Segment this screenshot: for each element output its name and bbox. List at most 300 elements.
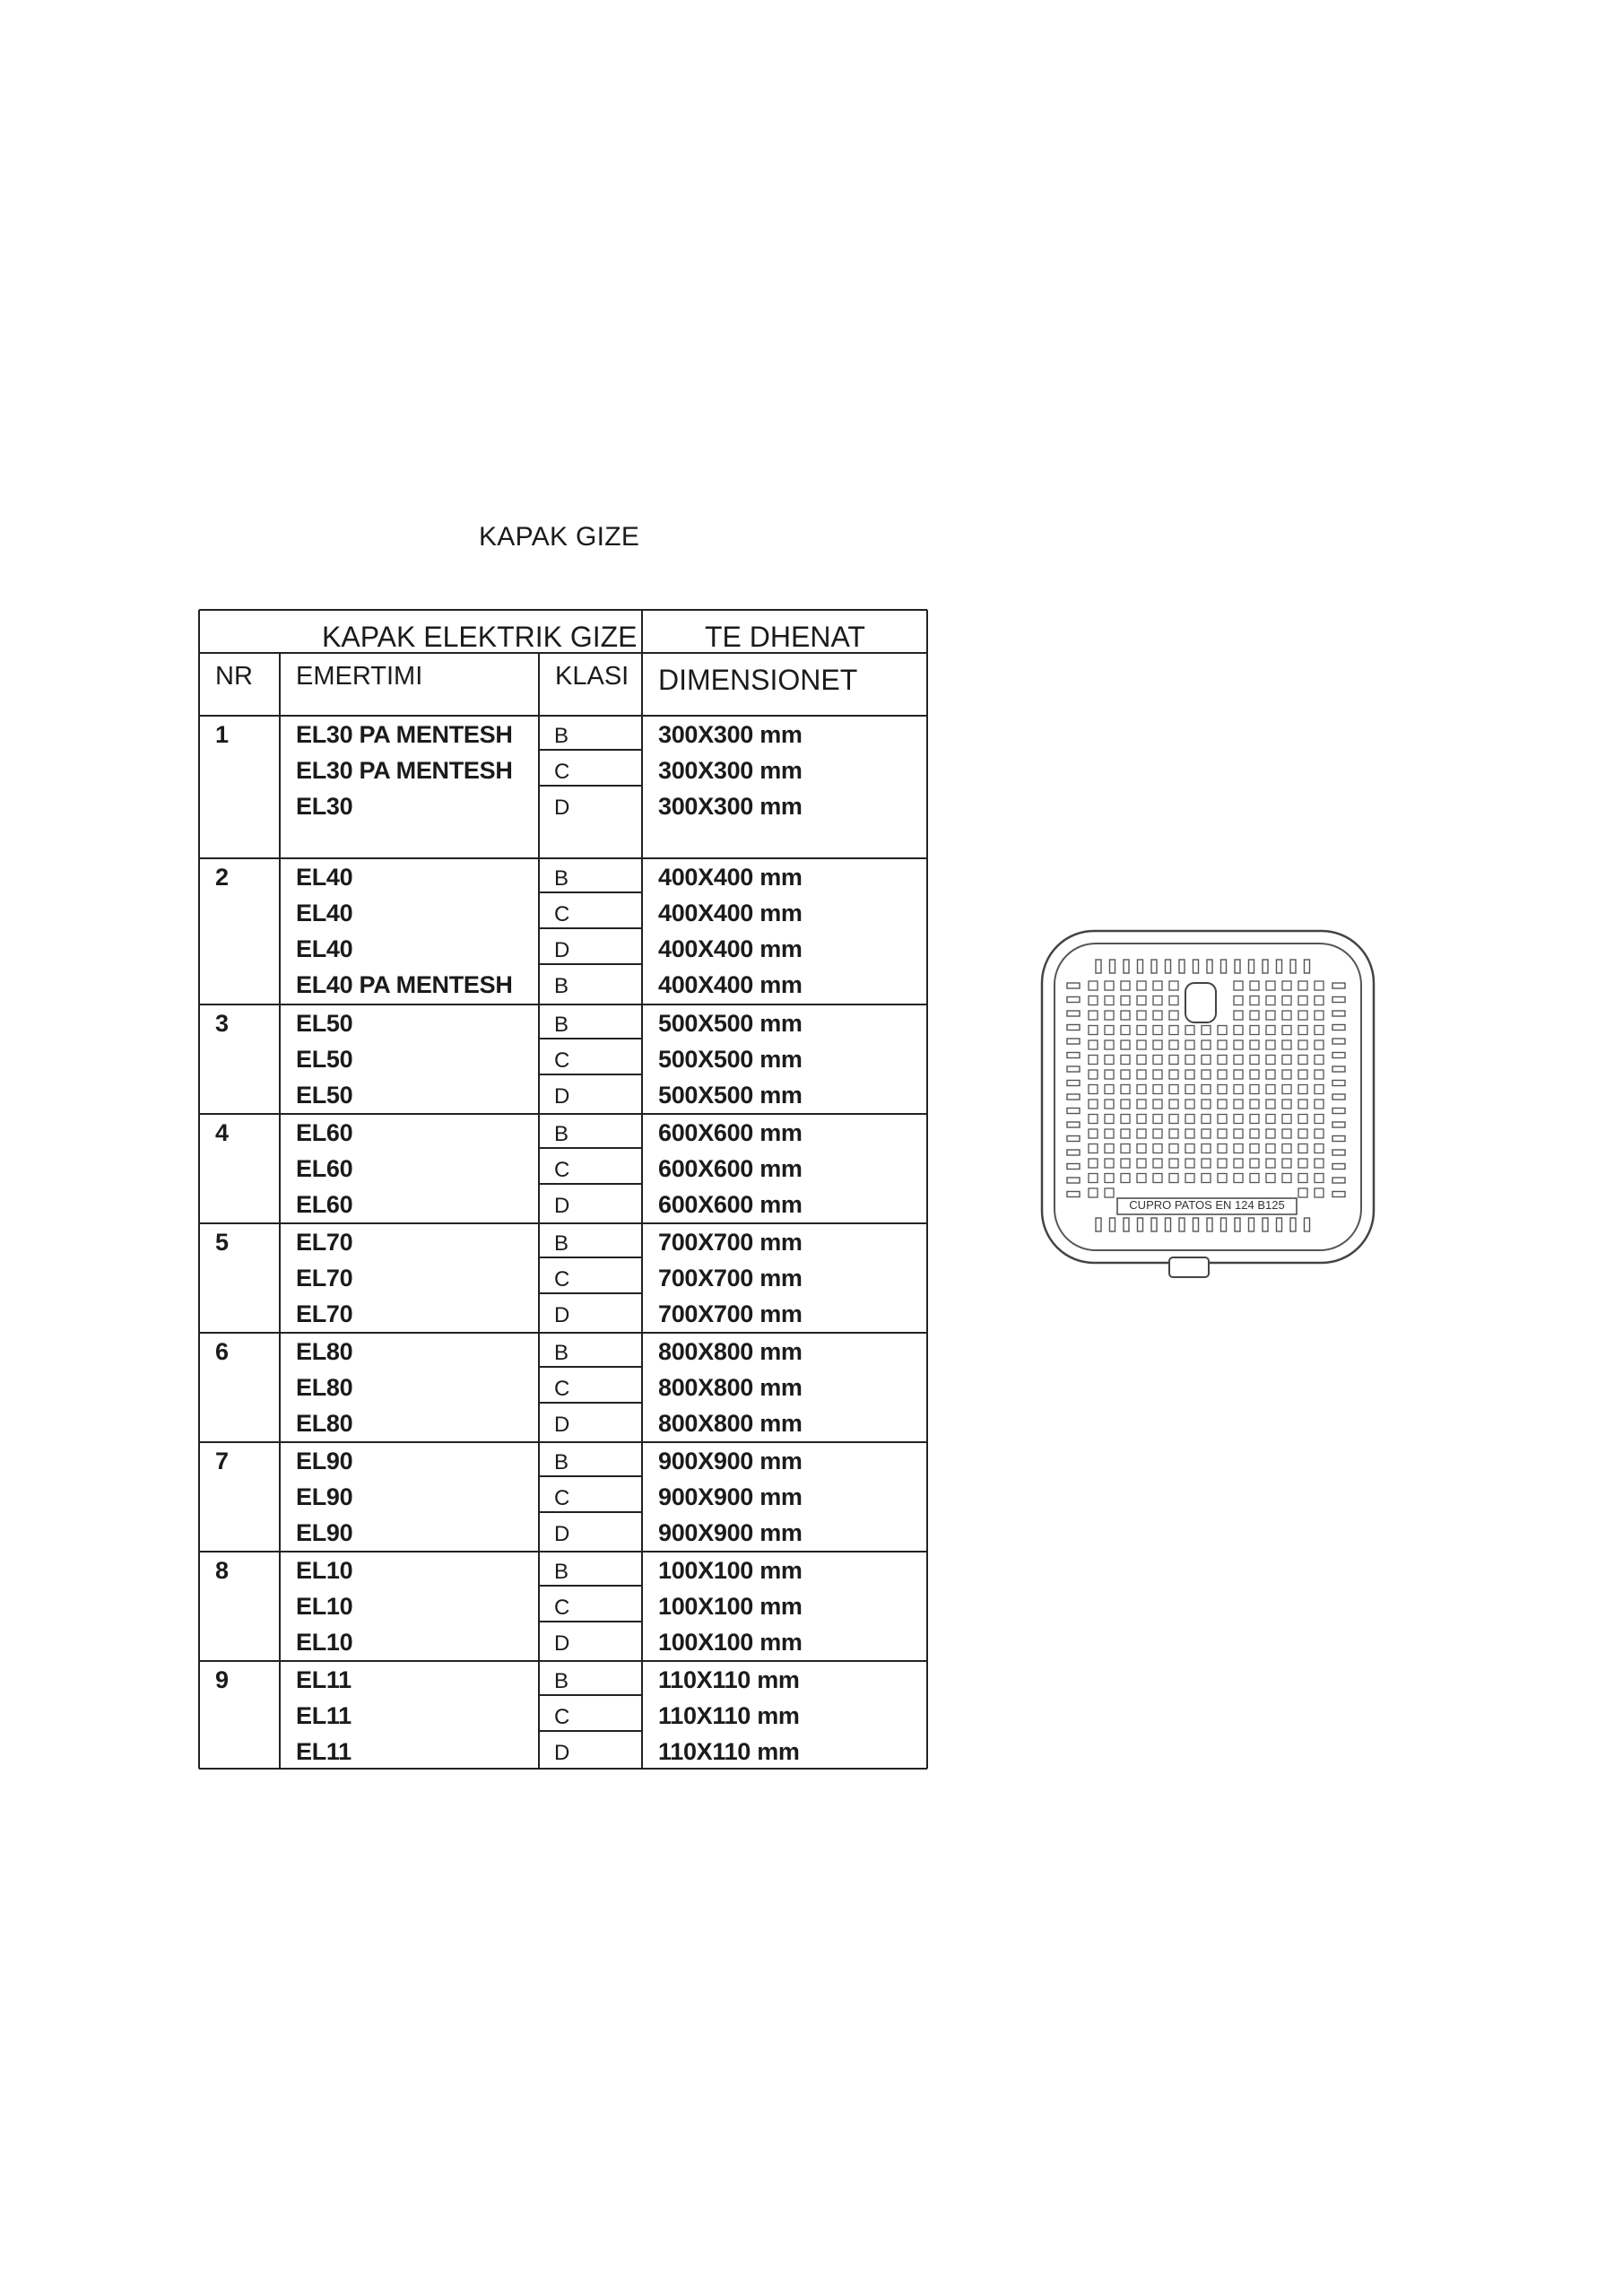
grid-hole	[1121, 1040, 1130, 1049]
grid-hole	[1298, 1056, 1307, 1065]
grid-hole	[1089, 1144, 1098, 1153]
item-name: EL70	[296, 1265, 353, 1292]
grid-hole	[1298, 1188, 1307, 1197]
vent-slot	[1067, 1109, 1080, 1114]
grid-hole	[1218, 1115, 1227, 1124]
grid-hole	[1282, 996, 1291, 1005]
grid-hole	[1250, 1159, 1259, 1168]
item-class: C	[554, 1158, 570, 1182]
item-class: B	[554, 1560, 569, 1584]
item-dimension: 900X900 mm	[658, 1448, 803, 1474]
item-dimension: 110X110 mm	[658, 1702, 800, 1729]
grid-hole	[1153, 1070, 1162, 1079]
vent-slot	[1332, 983, 1345, 988]
item-dimension: 500X500 mm	[658, 1010, 803, 1037]
grid-hole	[1266, 1174, 1275, 1183]
grid-hole	[1121, 1070, 1130, 1079]
item-name: EL10	[296, 1629, 353, 1656]
grid-hole	[1105, 1011, 1114, 1020]
grid-hole	[1137, 1144, 1146, 1153]
grid-hole	[1137, 1129, 1146, 1138]
grid-hole	[1153, 981, 1162, 990]
item-class: D	[554, 1194, 570, 1218]
grid-hole	[1266, 981, 1275, 990]
grid-hole	[1218, 1144, 1227, 1153]
grid-hole	[1121, 1174, 1130, 1183]
grid-hole	[1266, 1085, 1275, 1094]
item-class: B	[554, 1341, 569, 1365]
grid-hole	[1089, 1129, 1098, 1138]
item-class: B	[554, 1013, 569, 1037]
vent-slot	[1179, 960, 1185, 973]
grid-hole	[1105, 1115, 1114, 1124]
vent-slot	[1067, 997, 1080, 1003]
item-name: EL30	[296, 793, 353, 820]
grid-hole	[1185, 1115, 1194, 1124]
grid-hole	[1169, 1040, 1178, 1049]
grid-hole	[1298, 1174, 1307, 1183]
grid-hole	[1169, 1174, 1178, 1183]
vent-slot	[1332, 1094, 1345, 1100]
grid-hole	[1266, 1100, 1275, 1109]
grid-hole	[1153, 1159, 1162, 1168]
vent-slot	[1179, 1218, 1185, 1231]
grid-hole	[1202, 1100, 1211, 1109]
item-dimension: 600X600 mm	[658, 1155, 803, 1182]
item-dimension: 900X900 mm	[658, 1483, 803, 1510]
vent-slot	[1332, 1109, 1345, 1114]
grid-hole	[1315, 1011, 1324, 1020]
item-name: EL90	[296, 1519, 353, 1546]
grid-hole	[1185, 1174, 1194, 1183]
vent-slot	[1332, 1081, 1345, 1086]
vent-slot	[1305, 1218, 1310, 1231]
item-name: EL40 PA MENTESH	[296, 971, 513, 998]
item-dimension: 110X110 mm	[658, 1666, 800, 1693]
item-name: EL40	[296, 864, 353, 891]
item-dimension: 800X800 mm	[658, 1410, 803, 1437]
item-dimension: 100X100 mm	[658, 1629, 803, 1656]
row-number: 8	[215, 1557, 229, 1584]
item-name: EL90	[296, 1448, 353, 1474]
grid-hole	[1218, 1026, 1227, 1035]
row-number: 1	[215, 721, 229, 748]
grid-hole	[1137, 996, 1146, 1005]
grid-hole	[1250, 1040, 1259, 1049]
grid-hole	[1282, 1100, 1291, 1109]
grid-hole	[1121, 1011, 1130, 1020]
vent-slot	[1290, 960, 1296, 973]
grid-hole	[1234, 1129, 1243, 1138]
item-class: B	[554, 1450, 569, 1474]
item-class: D	[554, 938, 570, 962]
grid-hole	[1169, 1115, 1178, 1124]
item-class: C	[554, 902, 570, 926]
grid-hole	[1282, 1115, 1291, 1124]
grid-hole	[1137, 1115, 1146, 1124]
grid-hole	[1315, 1174, 1324, 1183]
item-dimension: 400X400 mm	[658, 900, 803, 926]
grid-hole	[1089, 981, 1098, 990]
vent-slot	[1332, 1122, 1345, 1127]
grid-hole	[1153, 1026, 1162, 1035]
grid-hole	[1121, 1144, 1130, 1153]
grid-hole	[1315, 1040, 1324, 1049]
grid-hole	[1250, 981, 1259, 990]
grid-hole	[1234, 1056, 1243, 1065]
grid-hole	[1202, 1070, 1211, 1079]
grid-hole	[1137, 1070, 1146, 1079]
grid-hole	[1137, 1100, 1146, 1109]
grid-hole	[1105, 1026, 1114, 1035]
grid-hole	[1202, 1026, 1211, 1035]
grid-hole	[1315, 981, 1324, 990]
grid-hole	[1315, 1159, 1324, 1168]
grid-hole	[1282, 1129, 1291, 1138]
vent-slot	[1221, 1218, 1227, 1231]
cover-lift-hole	[1185, 983, 1216, 1022]
grid-hole	[1153, 996, 1162, 1005]
grid-hole	[1234, 1085, 1243, 1094]
grid-hole	[1169, 1144, 1178, 1153]
grid-hole	[1298, 1129, 1307, 1138]
item-class: D	[554, 1522, 570, 1546]
grid-hole	[1234, 1026, 1243, 1035]
item-class: B	[554, 1231, 569, 1256]
vent-slot	[1067, 1122, 1080, 1127]
item-class: C	[554, 1377, 570, 1401]
grid-hole	[1315, 1129, 1324, 1138]
grid-hole	[1121, 1026, 1130, 1035]
grid-hole	[1089, 1011, 1098, 1020]
cover-lift-tab	[1169, 1257, 1209, 1277]
item-class: D	[554, 1303, 570, 1327]
grid-hole	[1234, 1144, 1243, 1153]
grid-hole	[1105, 1100, 1114, 1109]
grid-hole	[1089, 1056, 1098, 1065]
grid-hole	[1105, 1174, 1114, 1183]
grid-hole	[1202, 1129, 1211, 1138]
grid-hole	[1315, 1188, 1324, 1197]
grid-hole	[1089, 1159, 1098, 1168]
grid-hole	[1137, 1026, 1146, 1035]
grid-hole	[1185, 1026, 1194, 1035]
item-name: EL70	[296, 1229, 353, 1256]
vent-slot	[1110, 960, 1115, 973]
grid-hole	[1105, 996, 1114, 1005]
grid-hole	[1234, 1115, 1243, 1124]
vent-slot	[1249, 1218, 1254, 1231]
grid-hole	[1298, 1085, 1307, 1094]
vent-slot	[1138, 1218, 1143, 1231]
vent-slot	[1235, 960, 1240, 973]
grid-hole	[1298, 1011, 1307, 1020]
vent-slot	[1332, 1164, 1345, 1170]
grid-hole	[1282, 1040, 1291, 1049]
item-name: EL10	[296, 1557, 353, 1584]
vent-slot	[1263, 1218, 1268, 1231]
col-header-dimensionet: DIMENSIONET	[658, 664, 858, 696]
vent-slot	[1067, 1039, 1080, 1044]
item-dimension: 400X400 mm	[658, 971, 803, 998]
row-number: 5	[215, 1229, 229, 1256]
vent-slot	[1193, 960, 1199, 973]
grid-hole	[1250, 1056, 1259, 1065]
grid-hole	[1153, 1085, 1162, 1094]
vent-slot	[1263, 960, 1268, 973]
row-number: 7	[215, 1448, 229, 1474]
item-name: EL60	[296, 1191, 353, 1218]
col-header-nr: NR	[215, 662, 253, 691]
grid-hole	[1153, 1115, 1162, 1124]
grid-hole	[1266, 996, 1275, 1005]
item-dimension: 300X300 mm	[658, 757, 803, 784]
item-dimension: 800X800 mm	[658, 1338, 803, 1365]
vent-slot	[1067, 1178, 1080, 1183]
grid-hole	[1298, 981, 1307, 990]
vent-slot	[1096, 1218, 1101, 1231]
item-dimension: 900X900 mm	[658, 1519, 803, 1546]
grid-hole	[1185, 1129, 1194, 1138]
grid-hole	[1137, 1159, 1146, 1168]
grid-hole	[1266, 1115, 1275, 1124]
grid-hole	[1153, 1174, 1162, 1183]
grid-hole	[1169, 1026, 1178, 1035]
row-number: 3	[215, 1010, 229, 1037]
grid-hole	[1250, 1100, 1259, 1109]
grid-hole	[1315, 1085, 1324, 1094]
item-class: D	[554, 796, 570, 820]
row-number: 9	[215, 1666, 229, 1693]
vent-slot	[1166, 1218, 1171, 1231]
item-class: C	[554, 1596, 570, 1620]
vent-slot	[1332, 997, 1345, 1003]
item-name: EL60	[296, 1155, 353, 1182]
vent-slot	[1124, 1218, 1129, 1231]
vent-slot	[1277, 960, 1282, 973]
item-name: EL90	[296, 1483, 353, 1510]
vent-slot	[1207, 1218, 1212, 1231]
grid-hole	[1250, 1115, 1259, 1124]
item-dimension: 110X110 mm	[658, 1738, 800, 1765]
grid-hole	[1185, 1100, 1194, 1109]
grid-hole	[1105, 1070, 1114, 1079]
grid-hole	[1266, 1070, 1275, 1079]
grid-hole	[1282, 1011, 1291, 1020]
grid-hole	[1185, 1040, 1194, 1049]
vent-slot	[1332, 1039, 1345, 1044]
vent-slot	[1332, 1066, 1345, 1072]
grid-hole	[1185, 1070, 1194, 1079]
vent-slot	[1332, 1136, 1345, 1142]
grid-hole	[1121, 1159, 1130, 1168]
grid-hole	[1250, 1085, 1259, 1094]
vent-slot	[1332, 1150, 1345, 1155]
item-class: B	[554, 1122, 569, 1146]
item-class: C	[554, 1048, 570, 1073]
vent-slot	[1067, 1011, 1080, 1016]
item-dimension: 700X700 mm	[658, 1229, 803, 1256]
item-name: EL11	[296, 1702, 352, 1729]
item-dimension: 600X600 mm	[658, 1191, 803, 1218]
item-name: EL80	[296, 1410, 353, 1437]
grid-hole	[1153, 1040, 1162, 1049]
vent-slot	[1067, 1066, 1080, 1072]
item-class: B	[554, 724, 569, 748]
grid-hole	[1218, 1040, 1227, 1049]
grid-hole	[1315, 1070, 1324, 1079]
grid-hole	[1153, 1100, 1162, 1109]
grid-hole	[1137, 981, 1146, 990]
grid-hole	[1121, 1085, 1130, 1094]
vent-slot	[1193, 1218, 1199, 1231]
col-header-klasi: KLASI	[555, 662, 629, 691]
grid-hole	[1234, 996, 1243, 1005]
grid-hole	[1266, 1040, 1275, 1049]
grid-hole	[1169, 1011, 1178, 1020]
vent-slot	[1067, 1192, 1080, 1197]
grid-hole	[1137, 1174, 1146, 1183]
grid-hole	[1298, 1070, 1307, 1079]
grid-hole	[1169, 1070, 1178, 1079]
item-dimension: 500X500 mm	[658, 1046, 803, 1073]
grid-hole	[1185, 1085, 1194, 1094]
vent-slot	[1332, 1011, 1345, 1016]
grid-hole	[1105, 1085, 1114, 1094]
vent-slot	[1067, 1081, 1080, 1086]
vent-slot	[1067, 1053, 1080, 1058]
grid-hole	[1315, 1026, 1324, 1035]
grid-hole	[1282, 1056, 1291, 1065]
grid-hole	[1121, 996, 1130, 1005]
grid-hole	[1121, 981, 1130, 990]
grid-hole	[1089, 1174, 1098, 1183]
item-dimension: 100X100 mm	[658, 1557, 803, 1584]
grid-hole	[1169, 1159, 1178, 1168]
grid-hole	[1266, 1159, 1275, 1168]
vent-slot	[1096, 960, 1101, 973]
grid-hole	[1089, 1040, 1098, 1049]
item-name: EL80	[296, 1338, 353, 1365]
grid-hole	[1153, 1129, 1162, 1138]
grid-hole	[1089, 1085, 1098, 1094]
item-dimension: 700X700 mm	[658, 1265, 803, 1292]
grid-hole	[1282, 981, 1291, 990]
item-name: EL40	[296, 935, 353, 962]
grid-hole	[1315, 996, 1324, 1005]
grid-hole	[1234, 1159, 1243, 1168]
grid-hole	[1153, 1056, 1162, 1065]
grid-hole	[1089, 1100, 1098, 1109]
item-dimension: 400X400 mm	[658, 864, 803, 891]
item-name: EL30 PA MENTESH	[296, 721, 513, 748]
item-name: EL70	[296, 1300, 353, 1327]
item-dimension: 500X500 mm	[658, 1082, 803, 1109]
item-class: D	[554, 1413, 570, 1437]
vent-slot	[1151, 960, 1157, 973]
vent-slot	[1067, 983, 1080, 988]
grid-hole	[1298, 1144, 1307, 1153]
vent-slot	[1332, 1053, 1345, 1058]
vent-slot	[1110, 1218, 1115, 1231]
vent-slot	[1067, 1150, 1080, 1155]
grid-hole	[1202, 1085, 1211, 1094]
grid-hole	[1250, 1174, 1259, 1183]
grid-hole	[1105, 1056, 1114, 1065]
grid-hole	[1234, 1011, 1243, 1020]
vent-slot	[1290, 1218, 1296, 1231]
item-class: C	[554, 1486, 570, 1510]
item-dimension: 700X700 mm	[658, 1300, 803, 1327]
grid-hole	[1089, 1026, 1098, 1035]
grid-hole	[1169, 1056, 1178, 1065]
grid-hole	[1218, 1085, 1227, 1094]
data-header: TE DHENAT	[705, 621, 865, 653]
vent-slot	[1249, 960, 1254, 973]
grid-hole	[1137, 1011, 1146, 1020]
vent-slot	[1332, 1178, 1345, 1183]
item-dimension: 300X300 mm	[658, 793, 803, 820]
grid-hole	[1282, 1174, 1291, 1183]
item-name: EL30 PA MENTESH	[296, 757, 513, 784]
grid-hole	[1282, 1144, 1291, 1153]
grid-hole	[1282, 1085, 1291, 1094]
vent-slot	[1277, 1218, 1282, 1231]
grid-hole	[1266, 1026, 1275, 1035]
vent-slot	[1067, 1094, 1080, 1100]
vent-slot	[1138, 960, 1143, 973]
grid-hole	[1202, 1144, 1211, 1153]
product-table	[199, 610, 927, 1769]
grid-hole	[1137, 1085, 1146, 1094]
vent-slot	[1124, 960, 1129, 973]
grid-hole	[1105, 1040, 1114, 1049]
grid-hole	[1298, 1026, 1307, 1035]
item-class: C	[554, 760, 570, 784]
item-name: EL11	[296, 1666, 352, 1693]
grid-hole	[1121, 1100, 1130, 1109]
grid-hole	[1282, 1159, 1291, 1168]
grid-hole	[1169, 1085, 1178, 1094]
item-name: EL50	[296, 1046, 353, 1073]
item-class: D	[554, 1084, 570, 1109]
page-title: KAPAK GIZE	[479, 522, 640, 552]
grid-hole	[1234, 981, 1243, 990]
plate-text: CUPRO PATOS EN 124 B125	[1129, 1198, 1285, 1212]
item-class: C	[554, 1267, 570, 1292]
item-name: EL60	[296, 1119, 353, 1146]
grid-hole	[1250, 1144, 1259, 1153]
grid-hole	[1266, 1011, 1275, 1020]
vent-slot	[1332, 1025, 1345, 1031]
item-class: B	[554, 866, 569, 891]
vent-slot	[1305, 960, 1310, 973]
grid-hole	[1089, 996, 1098, 1005]
vent-slot	[1067, 1136, 1080, 1142]
grid-hole	[1089, 1070, 1098, 1079]
grid-hole	[1298, 1100, 1307, 1109]
grid-hole	[1266, 1144, 1275, 1153]
grid-hole	[1298, 1159, 1307, 1168]
row-number: 6	[215, 1338, 229, 1365]
grid-hole	[1234, 1100, 1243, 1109]
manhole-cover-icon	[1031, 924, 1381, 1283]
grid-hole	[1250, 1129, 1259, 1138]
vent-slot	[1207, 960, 1212, 973]
grid-hole	[1250, 1011, 1259, 1020]
grid-hole	[1282, 1026, 1291, 1035]
grid-hole	[1298, 1115, 1307, 1124]
